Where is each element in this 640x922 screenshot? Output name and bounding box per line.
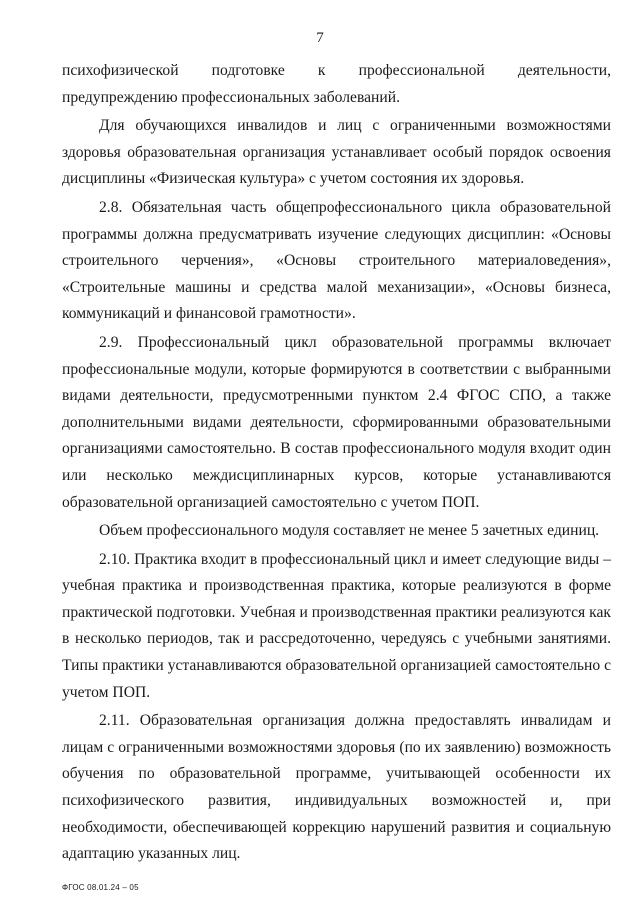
paragraph-2-8: 2.8. Обязательная часть общепрофессионального цикла образовательной программы должна предусматривать изучение следующих дисциплин: «Основы строительного черчения», «Основы строительного материаловедения», «Строительные машины и средства малой механизации», «Основы бизнеса, коммуникаций и финансовой грамотности». xyxy=(62,198,611,323)
page-number: 7 xyxy=(316,30,324,46)
paragraph-module-volume: Объем профессионального модуля составляет не менее 5 зачетных единиц. xyxy=(99,522,600,540)
paragraph-2-11: 2.11. Образовательная организация должна предоставлять инвалидам и лицам с ограниченными возможностями здоровья (по их заявлению) возможность обучения по образовательной программе, учитывающей особенности их психофизического развития, индивидуальных возможностей и, при необходимости, обеспечивающей коррекцию нарушений развития и социальную адаптацию указанных лиц. xyxy=(62,712,611,863)
paragraph-2-9: 2.9. Профессиональный цикл образовательной программы включает профессиональные модули, которые формируются в соответствии с выбранными видами деятельности, предусмотренными пунктом 2.4 ФГОС СПО, а также дополнительными видами деятельности, сформированными образовательными организациями самостоятельно. В состав профессионального модуля входит один или несколько междисциплинарных курсов, которые устанавливаются образовательной организацией самостоятельно с учетом ПОП. xyxy=(62,333,611,511)
paragraph-disabled-students: Для обучающихся инвалидов и лиц с ограниченными возможностями здоровья образовательная организация устанавливает особый порядок освоения дисциплины «Физическая культура» с учетом состояния их здоровья. xyxy=(62,117,611,188)
document-body xyxy=(62,58,611,868)
paragraph-2-10: 2.10. Практика входит в профессиональный цикл и имеет следующие виды – учебная практика и производственная практика, которые реализуются в форме практической подготовки. Учебная и производственная практики реализуются как в несколько периодов, так и рассредоточенно, чередуясь с учебными занятиями. Типы практики устанавливаются образовательной организацией самостоятельно с учетом ПОП. xyxy=(62,550,611,701)
document-code-footer: ФГОС 08.01.24 – 05 xyxy=(62,883,139,892)
paragraph-continuation: психофизической подготовке к профессиональной деятельности, предупреждению профессиональных заболеваний. xyxy=(62,62,611,106)
